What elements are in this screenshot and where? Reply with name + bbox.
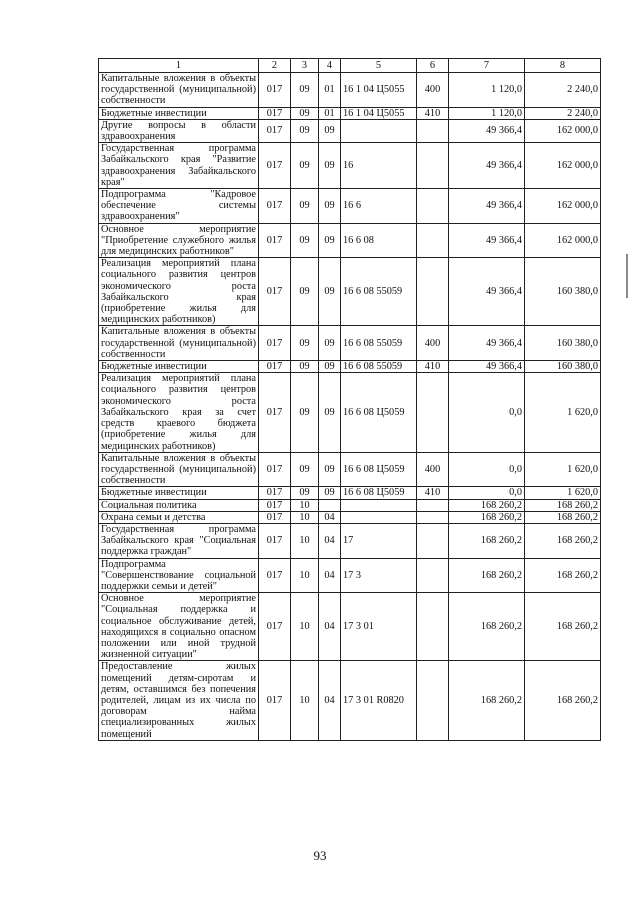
code-subsection-cell <box>319 499 341 511</box>
expense-type-cell <box>417 511 449 523</box>
table-row <box>99 373 601 452</box>
amount-year1-cell: 49 366,4 <box>449 361 525 373</box>
code-section-cell: 10 <box>291 558 319 593</box>
code-section-cell: 10 <box>291 511 319 523</box>
code-section-cell: 09 <box>291 119 319 142</box>
target-article-cell: 16 6 08 Ц5059 <box>341 373 417 452</box>
amount-year1-cell: 49 366,4 <box>449 326 525 361</box>
amount-year2-cell: 162 000,0 <box>525 143 601 189</box>
amount-year1-cell: 168 260,2 <box>449 558 525 593</box>
code-section-cell: 10 <box>291 499 319 511</box>
expense-type-cell <box>417 593 449 661</box>
amount-year2-cell: 168 260,2 <box>525 511 601 523</box>
budget-table <box>98 58 601 741</box>
table-row <box>99 558 601 593</box>
row-name-cell: Государственная программа Забайкальского края "Социальная поддержка граждан" <box>99 523 259 558</box>
code-subsection-cell: 09 <box>319 143 341 189</box>
table-body <box>99 73 601 741</box>
code-admin-cell: 017 <box>259 107 291 119</box>
table-row <box>99 258 601 326</box>
code-subsection-cell: 04 <box>319 593 341 661</box>
table-row <box>99 223 601 258</box>
code-section-cell: 09 <box>291 361 319 373</box>
target-article-cell: 17 <box>341 523 417 558</box>
table-row <box>99 511 601 523</box>
row-name-cell: Государственная программа Забайкальского края "Развитие здравоохранения Забайкальского края" <box>99 143 259 189</box>
table-row <box>99 189 601 224</box>
row-name-cell: Основное мероприятие "Социальная поддержка и социальное обслуживание детей, находящихся в социально опасном положении или иной трудной жизненной ситуации" <box>99 593 259 661</box>
target-article-cell: 16 6 08 55059 <box>341 361 417 373</box>
expense-type-cell <box>417 661 449 740</box>
expense-type-cell: 410 <box>417 361 449 373</box>
code-admin-cell: 017 <box>259 558 291 593</box>
table-row <box>99 661 601 740</box>
code-section-cell: 09 <box>291 223 319 258</box>
expense-type-cell <box>417 523 449 558</box>
target-article-cell <box>341 511 417 523</box>
amount-year1-cell: 49 366,4 <box>449 223 525 258</box>
code-admin-cell: 017 <box>259 523 291 558</box>
column-header: 7 <box>449 59 525 73</box>
code-admin-cell: 017 <box>259 452 291 487</box>
expense-type-cell: 400 <box>417 326 449 361</box>
page-number: 93 <box>313 848 327 863</box>
code-subsection-cell: 04 <box>319 523 341 558</box>
amount-year1-cell: 0,0 <box>449 487 525 499</box>
code-subsection-cell: 09 <box>319 223 341 258</box>
column-header: 5 <box>341 59 417 73</box>
expense-type-cell <box>417 223 449 258</box>
table-row <box>99 499 601 511</box>
amount-year1-cell: 49 366,4 <box>449 119 525 142</box>
row-name-cell: Подпрограмма "Совершенствование социальной поддержки семьи и детей" <box>99 558 259 593</box>
table-row <box>99 452 601 487</box>
amount-year1-cell: 168 260,2 <box>449 661 525 740</box>
row-name-cell: Капитальные вложения в объекты государственной (муниципальной) собственности <box>99 326 259 361</box>
amount-year2-cell: 162 000,0 <box>525 119 601 142</box>
row-name-cell: Капитальные вложения в объекты государственной (муниципальной) собственности <box>99 452 259 487</box>
target-article-cell: 16 1 04 Ц5055 <box>341 73 417 108</box>
amount-year2-cell: 2 240,0 <box>525 73 601 108</box>
row-name-cell: Бюджетные инвестиции <box>99 361 259 373</box>
code-subsection-cell: 09 <box>319 189 341 224</box>
amount-year2-cell: 160 380,0 <box>525 258 601 326</box>
column-header: 3 <box>291 59 319 73</box>
table-row <box>99 523 601 558</box>
target-article-cell <box>341 119 417 142</box>
code-section-cell: 09 <box>291 487 319 499</box>
column-header: 4 <box>319 59 341 73</box>
code-subsection-cell: 01 <box>319 107 341 119</box>
amount-year2-cell: 160 380,0 <box>525 326 601 361</box>
header-row <box>99 59 601 73</box>
amount-year1-cell: 0,0 <box>449 373 525 452</box>
code-admin-cell: 017 <box>259 373 291 452</box>
amount-year1-cell: 0,0 <box>449 452 525 487</box>
code-admin-cell: 017 <box>259 143 291 189</box>
amount-year2-cell: 162 000,0 <box>525 223 601 258</box>
code-section-cell: 09 <box>291 189 319 224</box>
code-subsection-cell: 04 <box>319 558 341 593</box>
row-name-cell: Предоставление жилых помещений детям-сиротам и детям, оставшимся без попечения родителей, лицам из их числа по договорам найма специализированных жилых помещений <box>99 661 259 740</box>
row-name-cell: Подпрограмма "Кадровое обеспечение системы здравоохранения" <box>99 189 259 224</box>
row-name-cell: Охрана семьи и детства <box>99 511 259 523</box>
amount-year1-cell: 49 366,4 <box>449 143 525 189</box>
code-subsection-cell: 01 <box>319 73 341 108</box>
code-subsection-cell: 04 <box>319 661 341 740</box>
target-article-cell: 16 6 08 55059 <box>341 258 417 326</box>
table-row <box>99 143 601 189</box>
target-article-cell: 16 1 04 Ц5055 <box>341 107 417 119</box>
row-name-cell: Капитальные вложения в объекты государственной (муниципальной) собственности <box>99 73 259 108</box>
code-subsection-cell: 09 <box>319 119 341 142</box>
amount-year2-cell: 1 620,0 <box>525 373 601 452</box>
row-name-cell: Бюджетные инвестиции <box>99 107 259 119</box>
amount-year1-cell: 49 366,4 <box>449 189 525 224</box>
code-section-cell: 10 <box>291 661 319 740</box>
scan-artifact <box>626 254 628 298</box>
code-subsection-cell: 09 <box>319 326 341 361</box>
target-article-cell: 17 3 01 <box>341 593 417 661</box>
code-admin-cell: 017 <box>259 189 291 224</box>
row-name-cell: Социальная политика <box>99 499 259 511</box>
expense-type-cell <box>417 143 449 189</box>
expense-type-cell <box>417 558 449 593</box>
expense-type-cell <box>417 499 449 511</box>
amount-year1-cell: 168 260,2 <box>449 593 525 661</box>
amount-year1-cell: 1 120,0 <box>449 107 525 119</box>
amount-year2-cell: 168 260,2 <box>525 661 601 740</box>
code-subsection-cell: 09 <box>319 361 341 373</box>
table-row <box>99 73 601 108</box>
amount-year1-cell: 1 120,0 <box>449 73 525 108</box>
code-section-cell: 10 <box>291 593 319 661</box>
target-article-cell <box>341 499 417 511</box>
code-admin-cell: 017 <box>259 258 291 326</box>
code-section-cell: 09 <box>291 326 319 361</box>
row-name-cell: Основное мероприятие "Приобретение служебного жилья для медицинских работников" <box>99 223 259 258</box>
table-row <box>99 326 601 361</box>
column-header: 1 <box>99 59 259 73</box>
expense-type-cell <box>417 119 449 142</box>
table-row <box>99 107 601 119</box>
table-row <box>99 361 601 373</box>
amount-year2-cell: 2 240,0 <box>525 107 601 119</box>
code-section-cell: 09 <box>291 452 319 487</box>
target-article-cell: 17 3 <box>341 558 417 593</box>
code-admin-cell: 017 <box>259 223 291 258</box>
expense-type-cell: 410 <box>417 107 449 119</box>
table-row <box>99 119 601 142</box>
expense-type-cell <box>417 189 449 224</box>
code-admin-cell: 017 <box>259 499 291 511</box>
code-admin-cell: 017 <box>259 326 291 361</box>
code-admin-cell: 017 <box>259 361 291 373</box>
amount-year1-cell: 168 260,2 <box>449 499 525 511</box>
row-name-cell: Реализация мероприятий плана социального развития центров экономического роста Забайкальского края за счет средств краевого бюджета (приобретение жилья для медицинских работников) <box>99 373 259 452</box>
code-admin-cell: 017 <box>259 119 291 142</box>
target-article-cell: 16 6 08 Ц5059 <box>341 452 417 487</box>
code-subsection-cell: 09 <box>319 258 341 326</box>
amount-year1-cell: 49 366,4 <box>449 258 525 326</box>
code-section-cell: 10 <box>291 523 319 558</box>
amount-year2-cell: 160 380,0 <box>525 361 601 373</box>
amount-year1-cell: 168 260,2 <box>449 511 525 523</box>
column-header: 2 <box>259 59 291 73</box>
code-admin-cell: 017 <box>259 661 291 740</box>
amount-year2-cell: 168 260,2 <box>525 593 601 661</box>
target-article-cell: 16 6 08 <box>341 223 417 258</box>
amount-year2-cell: 162 000,0 <box>525 189 601 224</box>
row-name-cell: Реализация мероприятий плана социального развития центров экономического роста Забайкальского края (приобретение жилья для медицинских работников) <box>99 258 259 326</box>
table-row <box>99 593 601 661</box>
code-subsection-cell: 04 <box>319 511 341 523</box>
row-name-cell: Бюджетные инвестиции <box>99 487 259 499</box>
table-row <box>99 487 601 499</box>
amount-year2-cell: 168 260,2 <box>525 558 601 593</box>
row-name-cell: Другие вопросы в области здравоохранения <box>99 119 259 142</box>
code-admin-cell: 017 <box>259 511 291 523</box>
column-header: 6 <box>417 59 449 73</box>
code-admin-cell: 017 <box>259 593 291 661</box>
code-section-cell: 09 <box>291 143 319 189</box>
column-header: 8 <box>525 59 601 73</box>
expense-type-cell <box>417 373 449 452</box>
code-admin-cell: 017 <box>259 487 291 499</box>
code-section-cell: 09 <box>291 258 319 326</box>
code-subsection-cell: 09 <box>319 452 341 487</box>
amount-year1-cell: 168 260,2 <box>449 523 525 558</box>
expense-type-cell: 400 <box>417 73 449 108</box>
target-article-cell: 17 3 01 R0820 <box>341 661 417 740</box>
target-article-cell: 16 6 08 55059 <box>341 326 417 361</box>
amount-year2-cell: 1 620,0 <box>525 452 601 487</box>
expense-type-cell: 400 <box>417 452 449 487</box>
code-subsection-cell: 09 <box>319 373 341 452</box>
target-article-cell: 16 6 <box>341 189 417 224</box>
amount-year2-cell: 168 260,2 <box>525 499 601 511</box>
expense-type-cell <box>417 258 449 326</box>
target-article-cell: 16 6 08 Ц5059 <box>341 487 417 499</box>
target-article-cell: 16 <box>341 143 417 189</box>
amount-year2-cell: 1 620,0 <box>525 487 601 499</box>
amount-year2-cell: 168 260,2 <box>525 523 601 558</box>
code-section-cell: 09 <box>291 73 319 108</box>
code-subsection-cell: 09 <box>319 487 341 499</box>
expense-type-cell: 410 <box>417 487 449 499</box>
code-admin-cell: 017 <box>259 73 291 108</box>
code-section-cell: 09 <box>291 373 319 452</box>
code-section-cell: 09 <box>291 107 319 119</box>
